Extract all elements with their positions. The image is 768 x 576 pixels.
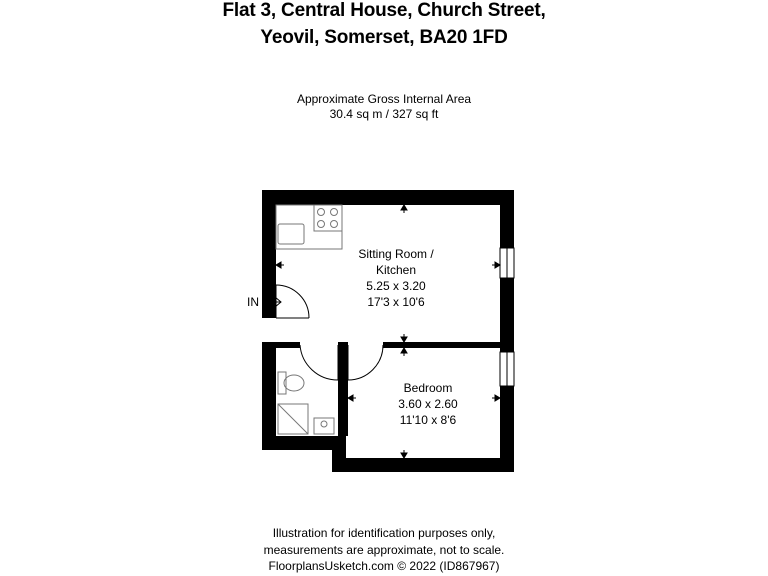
bedroom-metric: 3.60 x 2.60: [398, 397, 458, 411]
area-label: Approximate Gross Internal Area: [296, 92, 472, 106]
bedroom-door-swing: [348, 345, 383, 380]
toilet-cistern: [278, 372, 286, 394]
hob-ring: [331, 209, 338, 216]
sitting-room-imperial: 17'3 x 10'6: [367, 295, 425, 309]
sitting-room-metric: 5.25 x 3.20: [366, 279, 426, 293]
hob-ring: [331, 221, 338, 228]
title-line-1: Flat 3, Central House, Church Street,: [222, 0, 546, 21]
bathroom: [278, 372, 334, 434]
area-value: 30.4 sq m / 327 sq ft: [329, 107, 439, 121]
sink: [278, 224, 304, 244]
left-wall-lower: [262, 342, 276, 450]
basin-drain: [321, 421, 327, 427]
hob-ring: [318, 209, 325, 216]
top-wall: [262, 190, 514, 205]
kitchen: [276, 205, 342, 249]
interior-wall-a: [276, 342, 300, 348]
dimension-arrows: [276, 205, 500, 458]
bedroom-name: Bedroom: [403, 381, 453, 395]
hob: [314, 205, 342, 231]
footer-line-2: measurements are approximate, not to scale.: [263, 543, 505, 557]
bathroom-door-swing: [300, 345, 338, 380]
shower-diagonal: [278, 404, 308, 434]
interior-wall-bath: [338, 342, 348, 436]
walls: [262, 190, 514, 472]
footer-line-1: Illustration for identification purposes only,: [272, 526, 496, 540]
sitting-room-label: [358, 247, 434, 309]
basin: [314, 418, 334, 434]
left-wall-upper: [262, 190, 276, 318]
entrance-label: IN: [247, 295, 259, 309]
bedroom-imperial: 11'10 x 8'6: [399, 413, 457, 427]
bottom-wall-right: [332, 458, 514, 472]
toilet-bowl: [284, 375, 304, 391]
title-line-2: Yeovil, Somerset, BA20 1FD: [260, 27, 508, 48]
footer-line-3: FloorplansUsketch.com © 2022 (ID867967): [268, 559, 500, 573]
sitting-room-name-2: Kitchen: [375, 263, 417, 277]
bottom-wall-step: [332, 436, 346, 472]
bedroom-label: [398, 381, 458, 427]
right-wall: [500, 190, 514, 472]
hob-ring: [318, 221, 325, 228]
interior-wall-b: [383, 342, 500, 348]
sitting-room-name-1: Sitting Room /: [358, 247, 434, 261]
